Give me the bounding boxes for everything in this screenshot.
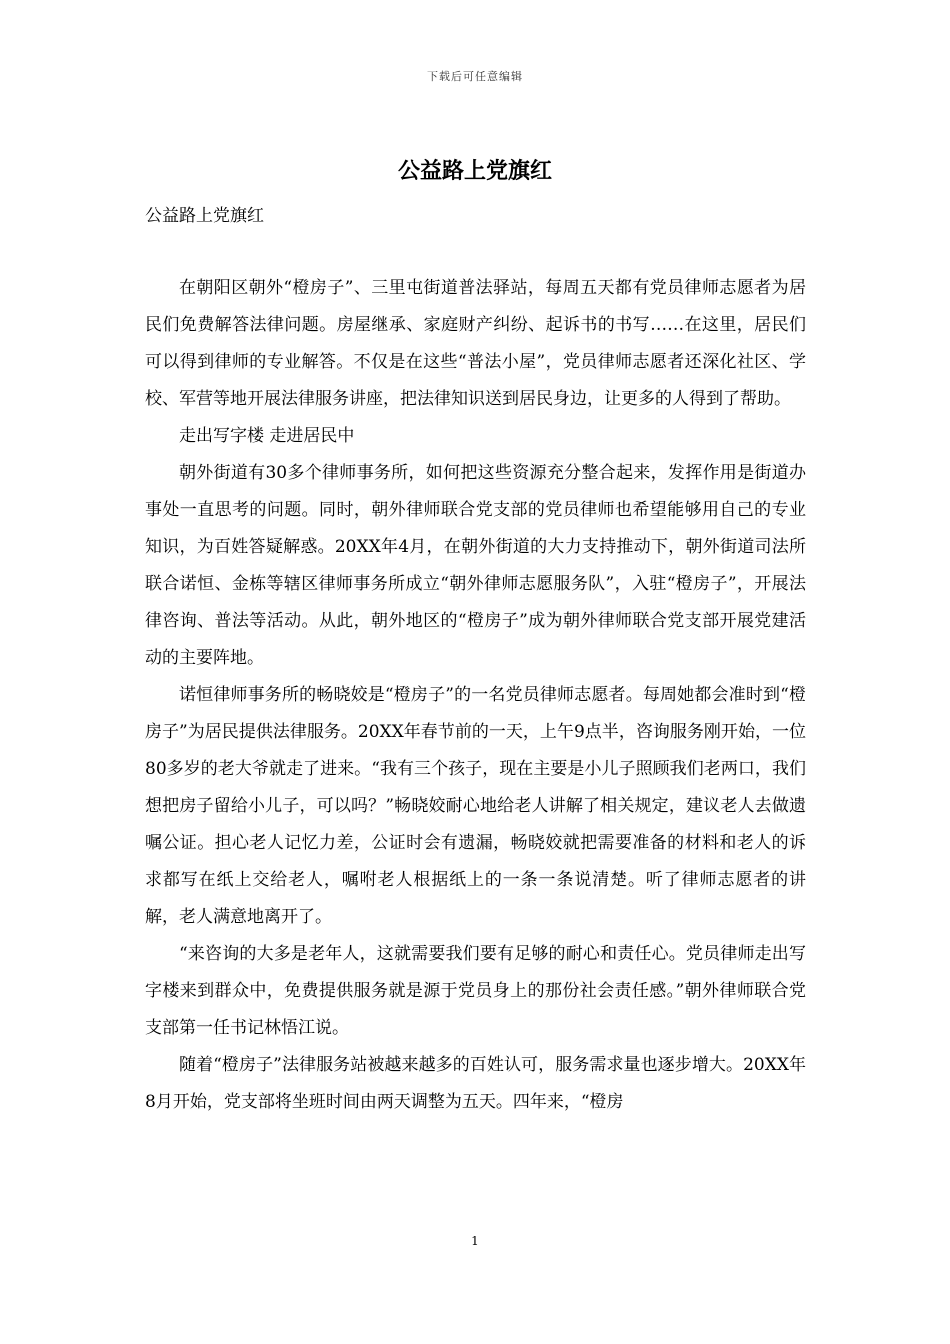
paragraph-1: 在朝阳区朝外“橙房子”、三里屯街道普法驿站，每周五天都有党员律师志愿者为居民们免费解答法律问题。房屋继承、家庭财产纠纷、起诉书的书写……在这里，居民们可以得到律师的专业解答。不仅是在这些“普法小屋”，党员律师志愿者还深化社区、学校、军营等地开展法律服务讲座，把法律知识送到居民身边，让更多的人得到了帮助。 — [145, 278, 806, 409]
document-title: 公益路上党旗红 — [397, 158, 552, 184]
section-heading: 走出写字楼 走进居民中 — [179, 426, 355, 446]
paragraph-3: 诺恒律师事务所的畅晓姣是“橙房子”的一名党员律师志愿者。每周她都会准时到“橙房子”为居民提供法律服务。20XX年春节前的一天，上午9点半，咨询服务刚开始，一位80多岁的老大爷就走了进来。“我有三个孩子，现在主要是小儿子照顾我们老两口，我们想把房子留给小儿子，可以吗？”畅晓姣耐心地给老人讲解了相关规定，建议老人去做遗嘱公证。担心老人记忆力差，公证时会有遗漏，畅晓姣就把需要准备的材料和老人的诉求都写在纸上交给老人，嘱咐老人根据纸上的一条一条说清楚。听了律师志愿者的讲解，老人满意地离开了。 — [145, 685, 806, 927]
paragraph-4: “来咨询的大多是老年人，这就需要我们要有足够的耐心和责任心。党员律师走出写字楼来到群众中，免费提供服务就是源于党员身上的那份社会责任感。”朝外律师联合党支部第一任书记林悟江说。 — [145, 944, 806, 1038]
document-body — [145, 270, 806, 1121]
document-subtitle: 公益路上党旗红 — [145, 206, 264, 226]
paragraph-5: 随着“橙房子”法律服务站被越来越多的百姓认可，服务需求量也逐步增大。20XX年8月开始，党支部将坐班时间由两天调整为五天。四年来，“橙房 — [145, 1055, 806, 1112]
header-note: 下载后可任意编辑 — [427, 70, 523, 83]
page-number: 1 — [471, 1234, 479, 1248]
paragraph-2: 朝外街道有30多个律师事务所，如何把这些资源充分整合起来，发挥作用是街道办事处一直思考的问题。同时，朝外律师联合党支部的党员律师也希望能够用自己的专业知识，为百姓答疑解惑。20XX年4月，在朝外街道的大力支持推动下，朝外街道司法所联合诺恒、金栋等辖区律师事务所成立“朝外律师志愿服务队”，入驻“橙房子”，开展法律咨询、普法等活动。从此，朝外地区的“橙房子”成为朝外律师联合党支部开展党建活动的主要阵地。 — [145, 463, 806, 668]
